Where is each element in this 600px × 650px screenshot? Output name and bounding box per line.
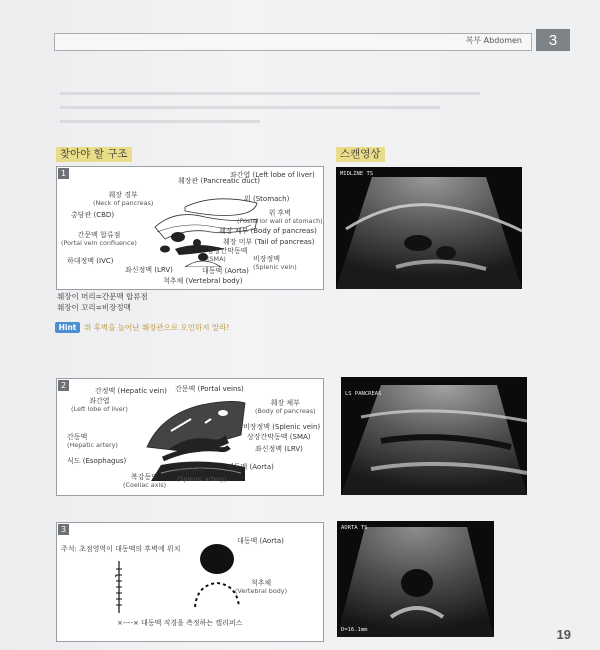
header-title: 복부 Abdomen bbox=[465, 36, 522, 45]
label-cbd: 총담관 (CBD) bbox=[71, 211, 115, 219]
label-hepatic-vein: 간정맥 (Hepatic vein) bbox=[95, 387, 167, 395]
note-tail: 췌장이 꼬리=비장정맥 bbox=[57, 303, 131, 312]
label-left-lobe-2-en: (Left lobe of liver) bbox=[71, 405, 128, 413]
label-splenic-vein-en: (Splenic vein) bbox=[253, 263, 297, 271]
label-vertebral-3-en: (Vertebral body) bbox=[235, 587, 288, 595]
label-aorta: 대동맥 (Aorta) bbox=[202, 267, 249, 275]
label-left-lobe-2-ko: 좌간엽 bbox=[89, 397, 110, 405]
section-scan: 스캔영상 bbox=[336, 147, 385, 162]
label-sma-ko: 상장간막동맥 bbox=[207, 247, 248, 255]
label-aorta-2: 대동맥 (Aorta) bbox=[227, 463, 274, 471]
label-sma bbox=[207, 247, 248, 263]
scan-1-image-icon bbox=[336, 167, 522, 289]
label-portal-confluence-en: (Portal vein confluence) bbox=[61, 239, 137, 247]
label-portal-veins: 간문맥 (Portal veins) bbox=[175, 385, 244, 393]
label-tail: 췌장 미부 (Tail of pancreas) bbox=[223, 238, 315, 246]
label-lrv: 좌신정맥 (LRV) bbox=[125, 266, 173, 274]
panel-number: 1 bbox=[58, 168, 69, 179]
label-posterior-wall bbox=[237, 209, 323, 225]
label-coeliac-ko: 복강동맥 bbox=[131, 473, 159, 481]
label-neck bbox=[93, 191, 153, 207]
background-line bbox=[60, 92, 480, 95]
scan-3-label: AORTA TS bbox=[341, 525, 368, 531]
label-hepatic-artery bbox=[67, 433, 118, 449]
background-line bbox=[60, 106, 440, 109]
label-portal-confluence bbox=[61, 231, 137, 247]
page-number: 19 bbox=[556, 627, 571, 642]
scan-3-measurement: D=16.1mm bbox=[341, 627, 368, 633]
panel-number: 2 bbox=[58, 380, 69, 391]
label-caliper: ×----× 대동맥 직경을 측정하는 캘리퍼스 bbox=[117, 619, 243, 627]
hint-text: 위 후벽을 늘어난 췌장관으로 오인하지 말라! bbox=[84, 323, 230, 332]
note-head: 췌장이 머리=간문맥 합류점 bbox=[57, 292, 148, 301]
label-body-2-ko: 췌장 체부 bbox=[270, 399, 300, 407]
label-vertebral-3-ko: 척추체 bbox=[250, 579, 272, 587]
chapter-number: 3 bbox=[536, 29, 570, 51]
section-structures: 찾아야 할 구조 bbox=[56, 147, 132, 162]
hint-badge: Hint bbox=[55, 322, 80, 333]
label-vertebral: 척추체 (Vertebral body) bbox=[163, 277, 243, 285]
label-splenic-artery-en: (Splenic artery) bbox=[177, 475, 227, 483]
label-coeliac bbox=[123, 473, 166, 489]
label-left-lobe-2 bbox=[71, 397, 128, 413]
label-sma-en: (SMA) bbox=[207, 255, 226, 263]
label-body-2-en: (Body of pancreas) bbox=[255, 407, 316, 415]
label-neck-en: (Neck of pancreas) bbox=[93, 199, 154, 207]
label-splenic-vein-2: 비장정맥 (Splenic vein) bbox=[243, 423, 321, 431]
label-lrv-2: 좌신정맥 (LRV) bbox=[255, 445, 303, 453]
ultrasound-scan-2 bbox=[341, 377, 527, 495]
label-esophagus: 식도 (Esophagus) bbox=[67, 457, 127, 465]
scan-3-image-icon bbox=[337, 521, 494, 637]
scan-1-label: MIDLINE TS bbox=[340, 171, 374, 177]
label-stomach: 위 (Stomach) bbox=[244, 195, 290, 203]
diagram-panel-3 bbox=[56, 522, 324, 642]
label-hepatic-artery-ko: 간동맥 bbox=[67, 433, 88, 441]
label-body: 췌장 체부 (Body of pancreas) bbox=[219, 227, 317, 235]
label-splenic-vein-ko: 비장정맥 bbox=[253, 255, 281, 263]
header-bar bbox=[54, 33, 532, 51]
label-focal-note: 주석: 초점영역이 대동맥의 후벽에 위치 bbox=[61, 545, 181, 553]
label-left-lobe: 좌간엽 (Left lobe of liver) bbox=[230, 171, 315, 179]
label-hepatic-artery-en: (Hepatic artery) bbox=[67, 441, 118, 449]
label-splenic-artery-ko: 비장동맥 bbox=[177, 467, 205, 475]
label-posterior-wall-ko: 위 후벽 bbox=[268, 209, 292, 217]
aorta-diagram-icon bbox=[115, 541, 255, 623]
label-splenic-artery bbox=[177, 467, 227, 483]
label-vertebral-3 bbox=[235, 579, 287, 595]
scan-2-label: LS PANCREAS bbox=[345, 391, 382, 397]
label-neck-ko: 췌장 경부 bbox=[108, 191, 138, 199]
ultrasound-scan-1 bbox=[336, 167, 522, 289]
label-coeliac-en: (Coeliac axis) bbox=[123, 481, 167, 489]
label-sma-2: 상장간막동맥 (SMA) bbox=[247, 433, 311, 441]
diagram-panel-2 bbox=[56, 378, 324, 496]
label-ivc: 하대정맥 (IVC) bbox=[67, 257, 114, 265]
background-line bbox=[60, 120, 260, 123]
panel-number: 3 bbox=[58, 524, 69, 535]
label-pancreatic-duct: 췌장관 (Pancreatic duct) bbox=[178, 177, 261, 185]
label-splenic-vein bbox=[253, 255, 297, 271]
ultrasound-scan-3 bbox=[337, 521, 494, 637]
label-portal-confluence-ko: 간문맥 합류점 bbox=[77, 231, 121, 239]
label-posterior-wall-en: (Posterior wall of stomach) bbox=[237, 217, 323, 225]
label-aorta-3: 대동맥 (Aorta) bbox=[237, 537, 284, 545]
diagram-panel-1 bbox=[56, 166, 324, 290]
label-body-2 bbox=[255, 399, 316, 415]
